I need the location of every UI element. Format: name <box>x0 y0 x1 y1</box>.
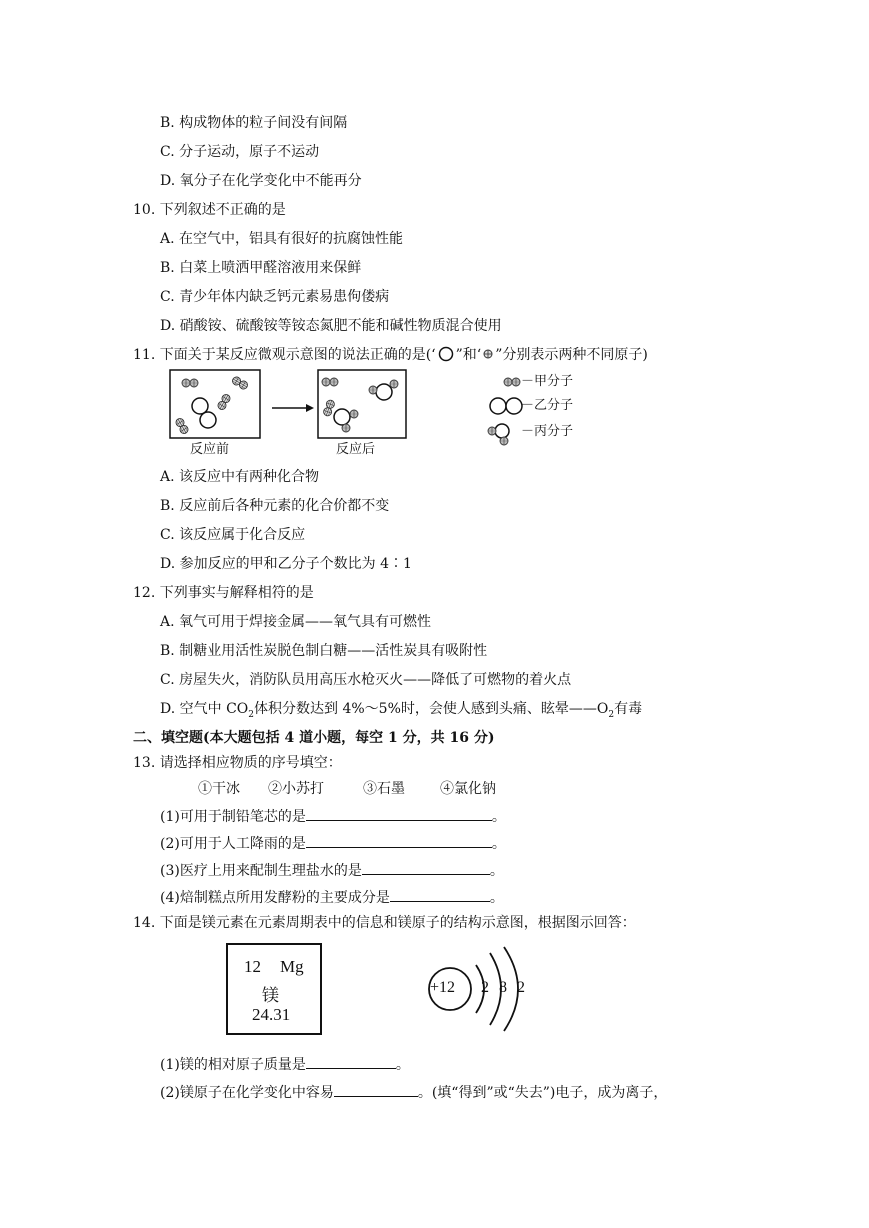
q14-item-2 <box>160 1082 667 1102</box>
atomic-mass: 24.31 <box>252 1005 291 1024</box>
answer-blank[interactable] <box>306 806 492 821</box>
q14-item-1 <box>160 1054 410 1074</box>
q14-item-2-end: 。(填“得到”或“失去”)电子，成为离子， <box>417 1085 668 1101</box>
large-atom-icon <box>436 346 456 362</box>
element-symbol: Mg <box>280 957 304 976</box>
q13-choice-2: ②小苏打 <box>268 781 324 797</box>
legend-yi <box>490 398 522 414</box>
q12-d-mid: 体积分数达到 4%～5%时，会使人感到头痛、眩晕——O <box>254 701 609 717</box>
atomic-number: 12 <box>244 957 261 976</box>
q13-choice-1: ①干冰 <box>198 781 240 797</box>
q12-stem: 12. 下列事实与解释相符的是 <box>133 585 314 601</box>
q12-d-post: 有毒 <box>614 701 643 717</box>
periodic-table-cell <box>226 943 322 1035</box>
q13-item-3 <box>160 860 504 880</box>
answer-blank[interactable] <box>334 1082 418 1097</box>
legend-bing-label: －丙分子 <box>521 424 574 439</box>
before-label: 反应前 <box>190 442 230 457</box>
section-title: 二、填空题(本大题包括 4 道小题，每空 1 分，共 16 分) <box>133 730 495 746</box>
q9-option-c: C. 分子运动，原子不运动 <box>160 144 320 160</box>
period: 。 <box>489 863 504 879</box>
q12-d-sub2: 2 <box>608 709 615 720</box>
q12-d-sub1: 2 <box>248 709 254 720</box>
q11-stem <box>133 346 648 364</box>
q12-option-b: B. 制糖业用活性炭脱色制白糖——活性炭具有吸附性 <box>160 643 488 659</box>
shell-count-2: 8 <box>499 979 507 996</box>
answer-blank[interactable] <box>362 860 490 875</box>
q12-option-d <box>160 700 642 724</box>
q11-stem-text: 11. 下面关于某反应微观示意图的说法正确的是(‘ <box>133 347 436 363</box>
period: 。 <box>395 1057 410 1073</box>
shell-count-1: 2 <box>481 979 489 996</box>
element-name: 镁 <box>262 986 279 1006</box>
q12-option-c: C. 房屋失火，消防队员用高压水枪灭火——降低了可燃物的着火点 <box>160 672 572 688</box>
q13-item-3-text: (3)医疗上用来配制生理盐水的是 <box>160 863 362 879</box>
after-label: 反应后 <box>336 442 376 457</box>
answer-blank[interactable] <box>306 1054 396 1069</box>
q14-item-2-text: (2)镁原子在化学变化中容易 <box>160 1085 334 1101</box>
q13-item-4 <box>160 887 504 907</box>
q10-option-a: A. 在空气中，铝具有很好的抗腐蚀性能 <box>160 231 404 247</box>
q11-option-b: B. 反应前后各种元素的化合价都不变 <box>160 498 390 514</box>
q13-choice-4: ④氯化钠 <box>440 781 496 797</box>
legend-bing <box>488 424 509 445</box>
q9-option-d: D. 氧分子在化学变化中不能再分 <box>160 173 362 189</box>
shell-count-3: 2 <box>517 979 525 996</box>
q13-item-1 <box>160 806 506 826</box>
legend-yi-label: －乙分子 <box>521 398 574 413</box>
q12-option-a: A. 氧气可用于焊接金属——氧气具有可燃性 <box>160 614 432 630</box>
q13-stem: 13. 请选择相应物质的序号填空： <box>133 755 342 771</box>
q13-item-4-text: (4)焙制糕点所用发酵粉的主要成分是 <box>160 890 390 906</box>
q11-stem-end: ”分别表示两种不同原子) <box>495 347 648 363</box>
q13-item-2 <box>160 833 506 853</box>
q11-option-d: D. 参加反应的甲和乙分子个数比为 4∶1 <box>160 556 412 572</box>
small-atom-icon <box>481 346 495 362</box>
q11-option-a: A. 该反应中有两种化合物 <box>160 469 320 485</box>
q12-d-pre: D. 空气中 CO <box>160 701 249 717</box>
q9-option-b: B. 构成物体的粒子间没有间隔 <box>160 115 348 131</box>
q11-stem-mid: ”和‘ <box>455 347 482 363</box>
answer-blank[interactable] <box>390 887 490 902</box>
q10-option-c: C. 青少年体内缺乏钙元素易患佝偻病 <box>160 289 390 305</box>
yi-atom <box>200 412 216 428</box>
q14-item-1-text: (1)镁的相对原子质量是 <box>160 1057 306 1073</box>
q10-option-b: B. 白菜上喷洒甲醛溶液用来保鲜 <box>160 260 362 276</box>
q10-option-d: D. 硝酸铵、硫酸铵等铵态氮肥不能和碱性物质混合使用 <box>160 318 502 334</box>
q13-choice-3: ③石墨 <box>363 781 405 797</box>
q11-option-c: C. 该反应属于化合反应 <box>160 527 306 543</box>
period: 。 <box>491 809 506 825</box>
legend-jia-label: －甲分子 <box>521 374 574 389</box>
period: 。 <box>491 836 506 852</box>
q14-stem: 14. 下面是镁元素在元素周期表中的信息和镁原子的结构示意图，根据图示回答： <box>133 915 636 931</box>
period: 。 <box>489 890 504 906</box>
nucleus-charge: +12 <box>430 979 456 996</box>
q13-item-1-text: (1)可用于制铅笔芯的是 <box>160 809 306 825</box>
q10-stem: 10. 下列叙述不正确的是 <box>133 202 286 218</box>
legend-jia <box>504 378 520 386</box>
q13-item-2-text: (2)可用于人工降雨的是 <box>160 836 306 852</box>
answer-blank[interactable] <box>306 833 492 848</box>
